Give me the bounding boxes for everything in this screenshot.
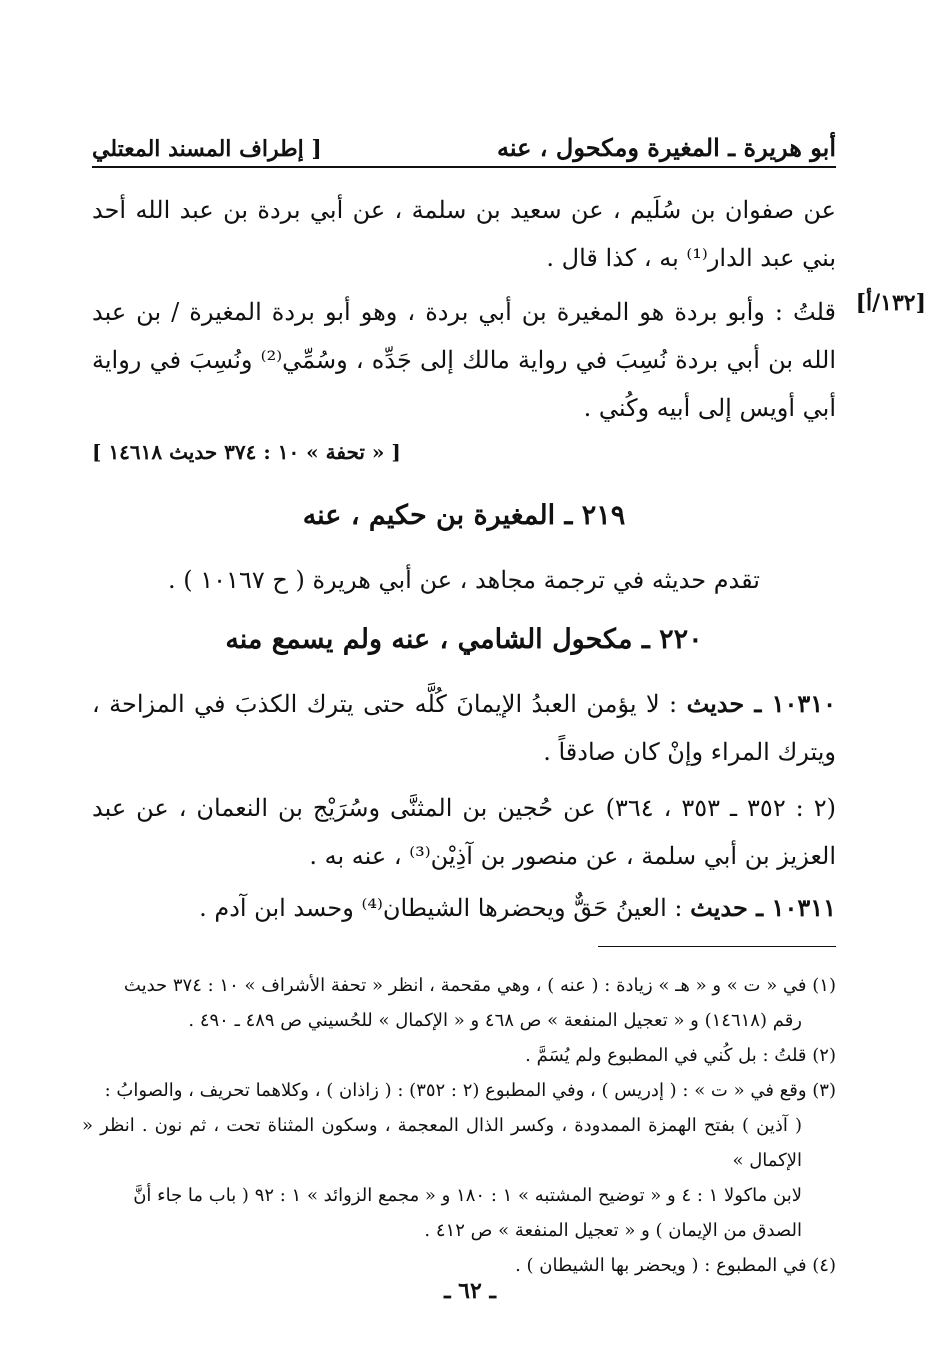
running-header [92,128,836,162]
footnote-3-continued-1: ( آذين ) بفتح الهمزة الممدودة ، وكسر الذال المعجمة ، وسكون المثناة تحت ، ثم نون . انظر « الإكمال » [82,1115,802,1171]
hadith-number: ١٠٣١١ ـ حديث [690,893,836,922]
page-number: ـ ٦٢ ـ [444,1278,496,1304]
section-heading-219: ٢١٩ ـ المغيرة بن حكيم ، عنه [302,500,626,531]
paragraph-chain-end: عن صفوان بن سُلَيم ، عن سعيد بن سلمة ، عن أبي بردة بن عبد الله أحد بني عبد الدار⁽¹⁾ به ، كذا قال . [92,196,836,272]
footnote-2: (٢) قلتُ : بل كُني في المطبوع ولم يُسَمَّ . [525,1045,836,1066]
footnote-3: (٣) وقع في « ت » : ( إدريس ) ، وفي المطبوع (٢ : ٣٥٢) : ( زاذان ) ، وكلاهما تحريف ، والصوابُ : [104,1080,836,1101]
hadith-10310 [92,680,836,776]
hadith-10311 [92,884,836,932]
section-219-text: تقدم حديثه في ترجمة مجاهد ، عن أبي هريرة ( ح ١٠١٦٧ ) . [168,566,760,594]
hadith-text: : العينُ حَقٌّ ويحضرها الشيطان⁽⁴⁾ وحسد ابن آدم . [199,894,683,922]
source-reference: [ « تحفة » ١٠ : ٣٧٤ حديث ١٤٦١٨ ] [92,440,401,464]
footnote-1: (١) في « ت » و « هـ » زيادة : ( عنه ) ، وهي مقحمة ، انظر « تحفة الأشراف » ١٠ : ٣٧٤ حديث [123,975,836,996]
section-heading-220: ٢٢٠ ـ مكحول الشامي ، عنه ولم يسمع منه [225,624,703,655]
paragraph-note [92,288,836,432]
footnote-3-continued-3: الصدق من الإيمان ) و « تعجيل المنفعة » ص ٤١٢ . [424,1220,802,1241]
footnote-1-continued: رقم (١٤٦١٨) و « تعجيل المنفعة » ص ٤٦٨ و « الإكمال » للحُسيني ص ٤٨٩ ـ ٤٩٠ . [188,1010,802,1031]
header-chapter-title: أبو هريرة ـ المغيرة ومكحول ، عنه [497,133,836,162]
footnote-divider [598,946,836,947]
footnote-4: (٤) في المطبوع : ( ويحضر بها الشيطان ) . [515,1255,836,1276]
footnotes [82,968,836,1283]
margin-folio-reference: [١٣٢/أ] [855,290,926,316]
hadith-10310-chain: (٢ : ٣٥٢ ـ ٣٥٣ ، ٣٦٤) عن حُجين بن المثنَّى وسُرَيْج بن النعمان ، عن عبد العزيز بن أبي سلمة ، عن منصور بن آذِيْن⁽³⁾ ، عنه به . [92,794,837,870]
note-text: قلتُ : وأبو بردة هو المغيرة بن أبي بردة ، وهو أبو بردة المغيرة / بن عبد الله بن أبي بردة نُسِبَ في رواية مالك إلى جَدِّه ، وسُمِّي⁽²⁾ ونُسِبَ في رواية أبي أويس إلى أبيه وكُني . [92,298,836,422]
header-book-title: [ إطراف المسند المعتلي [92,136,322,162]
header-divider [92,166,836,168]
hadith-text: : لا يؤمن العبدُ الإيمانَ كُلَّه حتى يترك الكذبَ في المزاحة ، ويترك المراء وإنْ كان صادقاً . [92,690,836,766]
hadith-number: ١٠٣١٠ ـ حديث [686,689,837,718]
footnote-3-continued-2: لابن ماكولا ١ : ٤ و « توضيح المشتبه » ١ : ١٨٠ و « مجمع الزوائد » ١ : ٩٢ ( باب ما جاء أنَّ [133,1185,802,1206]
